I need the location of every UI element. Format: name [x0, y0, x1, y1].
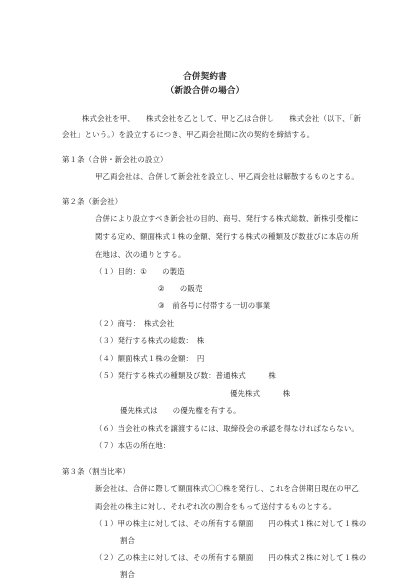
article-2-item-purpose-2: ② の販売 [158, 284, 203, 293]
intro-line-1: 株式会社を甲、 株式会社を乙として、甲と乙は合併し 株式会社（以下、「新 [82, 114, 361, 123]
article-3-item-2: （２）乙の株主に対しては、その所有する額面 円の株式２株に対して１株の [95, 553, 367, 562]
article-2-item-purpose-3: ③ 前各号に付帯する一切の事業 [158, 301, 271, 310]
article-2-item-preferred-rights: 優先株式は の優先権を有する。 [120, 406, 241, 415]
article-2-body-line-2: 関する定め、額面株式１株の金額、発行する株式の種類及び数並びに本店の所 [95, 232, 359, 241]
article-2-item-par-value: （４）額面株式１株の金額： 円 [95, 354, 205, 363]
article-3-item-2-cont: 割合 [120, 570, 136, 579]
article-2-item-preferred-shares: 優先株式 株 [230, 389, 291, 398]
article-3-body-line-2: 両会社の株主に対し、それぞれ次の割合をもって送付するものとする。 [95, 502, 337, 511]
article-2-heading: 第２条（新会社） [62, 197, 123, 206]
article-1-heading: 第１条（合併・新会社の設立） [62, 155, 168, 164]
article-2-item-total-shares: （３）発行する株式の総数： 株 [95, 336, 205, 345]
document-title: 合併契約書 [183, 72, 227, 82]
article-2-body-line-1: 合併により設立すべき新会社の目的、商号、発行する株式総数、新株引受権に [95, 214, 359, 223]
article-3-body-line-1: 新会社は、合併に際して額面株式〇〇株を発行し、これを合併期日現在の甲乙 [95, 484, 359, 493]
article-3-heading: 第３条（割当比率） [62, 467, 130, 476]
article-2-body-line-3: 在地は、次の通りとする。 [95, 250, 186, 259]
article-2-item-transfer: （６）当会社の株式を譲渡するには、取締役会の承認を得なければならない。 [95, 424, 359, 433]
article-1-body: 甲乙両会社は、合併して新会社を設立し、甲乙両会社は解散するものとする。 [95, 172, 359, 181]
article-2-item-purpose: （１）目的：① の製造 [95, 267, 185, 276]
article-3-item-1-cont: 割合 [120, 536, 136, 545]
intro-line-2: 会社」という。）を設立するにつき、甲乙両会社間に次の契約を締結する。 [62, 130, 315, 139]
article-2-item-share-types: （５）発行する株式の種類及び数：普通株式 株 [95, 371, 276, 380]
article-2-item-head-office: （７）本店の所在地： [95, 441, 171, 450]
article-3-item-1: （１）甲の株主に対しては、その所有する額面 円の株式１株に対して１株の [95, 519, 367, 528]
document-subtitle: （新設合併の場合） [165, 86, 245, 96]
article-2-item-name: （２）商号： 株式会社 [95, 319, 175, 328]
